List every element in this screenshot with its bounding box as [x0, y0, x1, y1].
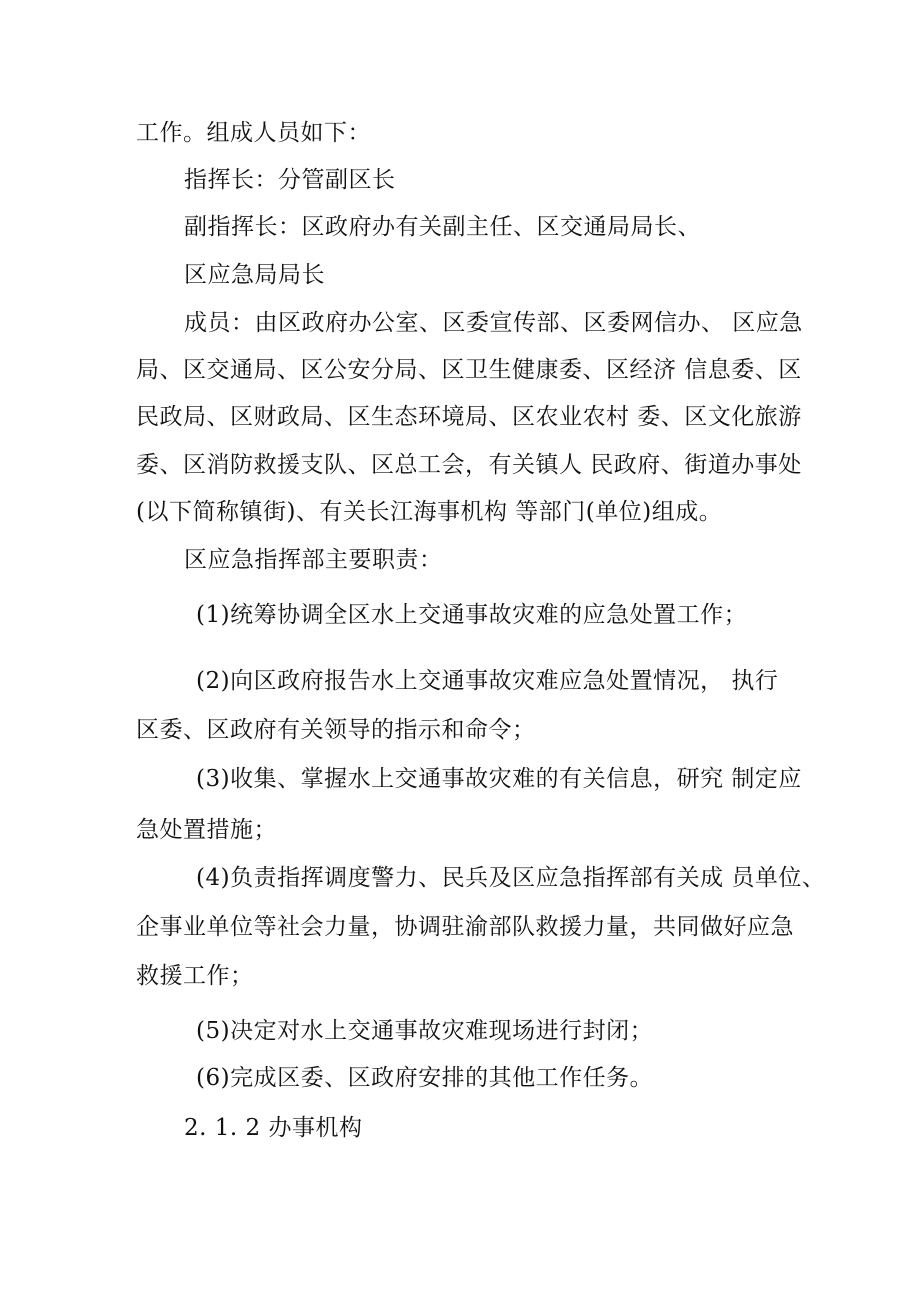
text-line-duty-5: (5)决定对水上交通事故灾难现场进行封闭； [196, 1018, 654, 1044]
text-line-members-cont-1: 局、区交通局、区公安分局、区卫生健康委、区经济 信息委、区 [136, 357, 802, 383]
text-line-members-cont-4: (以下简称镇街)、有关长江海事机构 等部门(单位)组成。 [136, 499, 723, 525]
text-line-duties-heading: 区应急指挥部主要职责： [184, 547, 443, 573]
text-line-duty-2: (2)向区政府报告水上交通事故灾难应急处置情况， 执行 [196, 668, 779, 694]
text-line-members-cont-3: 委、区消防救援支队、区总工会，有关镇人 民政府、街道办事处 [136, 452, 802, 478]
text-line-duty-2-cont: 区委、区政府有关领导的指示和命令； [136, 717, 536, 743]
text-line-duty-4: (4)负责指挥调度警力、民兵及区应急指挥部有关成 员单位、 [196, 865, 826, 891]
text-line-duty-4-cont-2: 救援工作； [136, 963, 254, 989]
text-line-deputy-commander: 副指挥长：区政府办有关副主任、区交通局局长、 [184, 214, 701, 240]
text-line-duty-4-cont-1: 企事业单位等社会力量，协调驻渝部队救援力量，共同做好应急 [136, 914, 794, 940]
text-line-members: 成员：由区政府办公室、区委宣传部、区委网信办、 区应急 [184, 310, 803, 336]
text-line-deputy-commander-cont: 区应急局局长 [184, 262, 325, 288]
text-line-continuation: 工作。组成人员如下： [136, 120, 371, 146]
text-line-duty-3: (3)收集、掌握水上交通事故灾难的有关信息，研究 制定应 [196, 766, 802, 792]
text-line-duty-1: (1)统筹协调全区水上交通事故灾难的应急处置工作； [196, 602, 748, 628]
text-line-duty-6: (6)完成区委、区政府安排的其他工作任务。 [196, 1065, 654, 1091]
text-line-duty-3-cont: 急处置措施； [136, 817, 277, 843]
text-line-members-cont-2: 民政局、区财政局、区生态环境局、区农业农村 委、区文化旅游 [136, 404, 802, 430]
text-line-commander: 指挥长：分管副区长 [184, 167, 396, 193]
section-heading: 2. 1. 2 办事机构 [184, 1115, 363, 1141]
